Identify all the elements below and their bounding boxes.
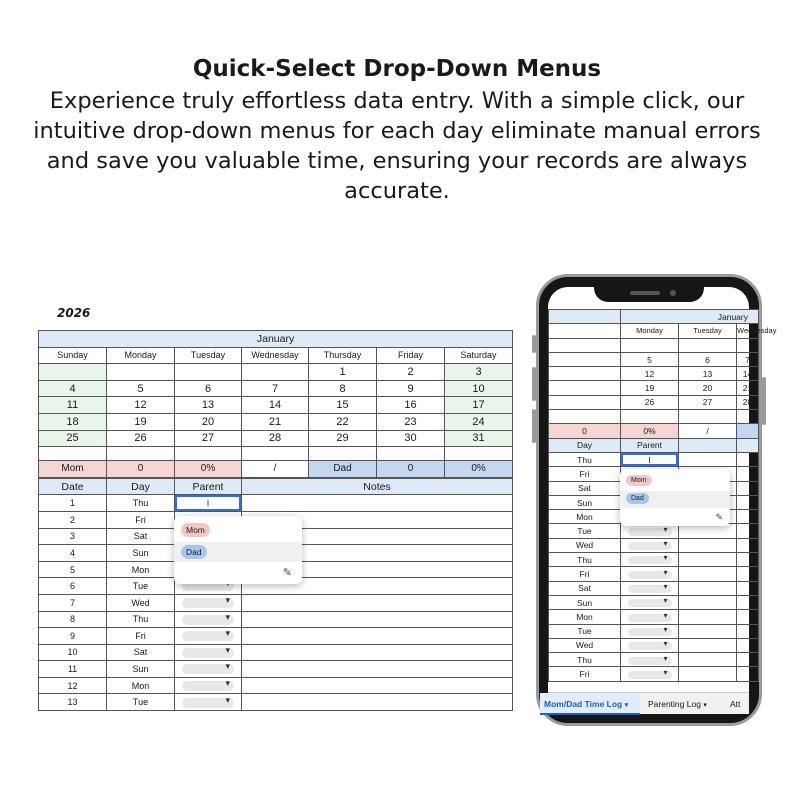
- day-name-saturday: Saturday: [445, 347, 513, 364]
- log-header-row: [39, 478, 513, 495]
- phone-dad-cell: [737, 424, 759, 438]
- phone-mom-percent: 0%: [621, 424, 679, 438]
- phone-parent-dropdown[interactable]: [628, 585, 672, 593]
- calendar-day-cell[interactable]: 16: [377, 397, 445, 414]
- calendar-day-cell[interactable]: 7: [242, 380, 309, 397]
- calendar-day-cell[interactable]: 20: [175, 413, 242, 430]
- phone-notes-cell[interactable]: [737, 553, 759, 567]
- calendar-week-row: [39, 364, 513, 381]
- phone-parent-select-cell[interactable]: [621, 638, 679, 652]
- calendar-day-cell[interactable]: 12: [107, 397, 175, 414]
- phone-calendar-day-cell[interactable]: 14: [737, 367, 759, 381]
- parent-dropdown[interactable]: [182, 615, 234, 625]
- calendar-day-cell[interactable]: 14: [242, 397, 309, 414]
- log-day-cell: Fri: [107, 511, 175, 528]
- empty-cell: [107, 447, 175, 461]
- log-row: [39, 628, 513, 645]
- phone-parent-dropdown[interactable]: [628, 528, 672, 536]
- log-date-cell: 9: [39, 628, 107, 645]
- log-day-cell: Wed: [107, 594, 175, 611]
- calendar-table: [38, 330, 513, 478]
- phone-log-day-cell: Wed: [549, 638, 621, 652]
- calendar-day-cell[interactable]: 5: [107, 380, 175, 397]
- parent-select-cell[interactable]: [175, 611, 242, 628]
- phone-log-row: [549, 624, 759, 638]
- phone-parent-dropdown[interactable]: [628, 599, 672, 607]
- day-name-thursday: Thursday: [309, 347, 377, 364]
- notes-cell[interactable]: [242, 644, 513, 661]
- phone-notes-cell[interactable]: [679, 653, 737, 667]
- phone-log-day-cell: Fri: [549, 667, 621, 681]
- log-date-cell: 6: [39, 578, 107, 595]
- notes-cell[interactable]: [242, 611, 513, 628]
- parent-select-cell[interactable]: [175, 677, 242, 694]
- phone-notes-cell[interactable]: [737, 538, 759, 552]
- phone-day-name-row: [549, 324, 759, 338]
- parent-dropdown[interactable]: [182, 698, 234, 708]
- date-column-header: Date: [39, 478, 107, 495]
- calendar-day-cell[interactable]: 28: [242, 430, 309, 447]
- phone-notes-cell[interactable]: [737, 495, 759, 509]
- month-header: January: [39, 331, 513, 348]
- calendar-day-cell[interactable]: 2: [377, 364, 445, 381]
- phone-mom-count: 0: [549, 424, 621, 438]
- log-day-cell: Tue: [107, 578, 175, 595]
- phone-parent-dropdown[interactable]: [628, 556, 672, 564]
- camera-icon: [670, 290, 676, 296]
- calendar-day-cell[interactable]: 18: [39, 413, 107, 430]
- phone-notes-header: [737, 438, 759, 452]
- phone-calendar-day-cell[interactable]: 21: [737, 381, 759, 395]
- spacer-row: [39, 447, 513, 461]
- mom-chip: Mom: [181, 523, 210, 537]
- notes-cell[interactable]: [242, 594, 513, 611]
- log-row: [39, 594, 513, 611]
- phone-log-row: [549, 653, 759, 667]
- parent-dropdown[interactable]: [182, 664, 234, 674]
- phone-log-day-cell: Fri: [549, 467, 621, 481]
- log-day-cell: Fri: [107, 628, 175, 645]
- phone-notes-cell[interactable]: [679, 610, 737, 624]
- sheet-tab-bar: [544, 692, 749, 714]
- phone-day-name-monday: Monday: [621, 324, 679, 338]
- empty-cell: [242, 447, 309, 461]
- calendar-day-cell[interactable]: 24: [445, 413, 513, 430]
- calendar-day-cell[interactable]: 29: [309, 430, 377, 447]
- power-button: [762, 377, 766, 425]
- day-column-header: Day: [107, 478, 175, 495]
- day-name-row: [39, 347, 513, 364]
- log-table: [38, 478, 513, 711]
- phone-log-row: [549, 567, 759, 581]
- phone-log-row: [549, 553, 759, 567]
- mom-percent: 0%: [175, 461, 242, 478]
- side-button: [532, 335, 536, 353]
- phone-week-row: [549, 352, 759, 366]
- calendar-day-cell[interactable]: [242, 364, 309, 381]
- parent-dropdown[interactable]: [182, 648, 234, 658]
- notes-cell[interactable]: [242, 677, 513, 694]
- phone-spacer-row: [549, 410, 759, 424]
- phone-log-row: [549, 667, 759, 681]
- phone-notes-cell[interactable]: [679, 538, 737, 552]
- phone-dropdown-option-mom[interactable]: [620, 473, 730, 490]
- log-row: [39, 677, 513, 694]
- notes-column-header: Notes: [242, 478, 513, 495]
- phone-log-day-cell: Thu: [549, 553, 621, 567]
- phone-log-row: [549, 581, 759, 595]
- volume-up-button: [532, 367, 536, 401]
- phone-pencil-icon[interactable]: ✎: [715, 512, 723, 522]
- parent-select-cell[interactable]: [175, 628, 242, 645]
- calendar-day-cell[interactable]: 10: [445, 380, 513, 397]
- day-name-wednesday: Wednesday: [242, 347, 309, 364]
- chevron-down-icon: ▾: [703, 702, 707, 709]
- phone-calendar-day-cell[interactable]: 7: [737, 352, 759, 366]
- phone-parent-dropdown[interactable]: [628, 542, 672, 550]
- log-row: [39, 644, 513, 661]
- parent-column-header: Parent: [175, 478, 242, 495]
- calendar-day-cell[interactable]: 23: [377, 413, 445, 430]
- phone-summary-row: [549, 424, 759, 438]
- log-day-cell: Mon: [107, 677, 175, 694]
- dad-count: 0: [377, 461, 445, 478]
- phone-parent-dropdown[interactable]: [628, 571, 672, 579]
- phone-dad-chip: Dad: [626, 493, 649, 504]
- phone-empty-cell: [549, 338, 621, 352]
- pencil-icon[interactable]: ✎: [282, 567, 292, 579]
- log-day-cell: Sat: [107, 528, 175, 545]
- phone-notes-cell[interactable]: [737, 638, 759, 652]
- calendar-day-cell[interactable]: 19: [107, 413, 175, 430]
- dropdown-option-dad[interactable]: [174, 542, 302, 562]
- description-text: Experience truly effortless data entry. With a simple click, our intuitive drop-down menus for each day eliminate manual errors and save you valuable time, ensuring your records are always accurate.: [33, 88, 761, 204]
- phone-empty-cell: [737, 338, 759, 352]
- notes-cell[interactable]: [242, 628, 513, 645]
- phone-parent-dropdown[interactable]: [628, 671, 672, 679]
- phone-empty-cell: [549, 410, 621, 424]
- log-date-cell: 12: [39, 677, 107, 694]
- log-date-cell: 2: [39, 511, 107, 528]
- phone-empty-cell: [679, 410, 737, 424]
- calendar-day-cell[interactable]: 1: [309, 364, 377, 381]
- notes-cell[interactable]: [242, 495, 513, 512]
- parent-select-cell[interactable]: [175, 644, 242, 661]
- phone-notes-cell[interactable]: [679, 595, 737, 609]
- phone-notes-cell[interactable]: [737, 510, 759, 524]
- calendar-day-cell[interactable]: 26: [107, 430, 175, 447]
- tab-label: Mom/Dad Time Log: [544, 699, 623, 709]
- log-date-cell: 7: [39, 594, 107, 611]
- phone-month-header: January: [621, 310, 759, 324]
- calendar-day-cell[interactable]: 13: [175, 397, 242, 414]
- parent-dropdown[interactable]: [182, 598, 234, 608]
- phone-day-name-tuesday: Tuesday: [679, 324, 737, 338]
- phone-calendar-day-cell[interactable]: 6: [679, 352, 737, 366]
- dad-percent: 0%: [445, 461, 513, 478]
- speaker-grille: [630, 291, 660, 295]
- phone-empty-cell: [549, 395, 621, 409]
- calendar-day-cell[interactable]: 25: [39, 430, 107, 447]
- phone-log-day-cell: Tue: [549, 624, 621, 638]
- phone-parent-select-cell[interactable]: [621, 452, 679, 466]
- phone-week-row: [549, 395, 759, 409]
- phone-log-day-cell: Thu: [549, 452, 621, 466]
- tab-parenting-log[interactable]: [648, 693, 726, 715]
- calendar-day-cell[interactable]: [107, 364, 175, 381]
- empty-cell: [39, 447, 107, 461]
- phone-parent-dropdown[interactable]: [628, 614, 672, 622]
- log-day-cell: Sat: [107, 644, 175, 661]
- log-date-cell: 4: [39, 545, 107, 562]
- phone-parent-dropdown-menu[interactable]: [620, 469, 730, 526]
- log-date-cell: 3: [39, 528, 107, 545]
- tab-mom-dad-time-log[interactable]: [540, 693, 640, 715]
- calendar-day-cell[interactable]: 15: [309, 397, 377, 414]
- phone-notes-cell[interactable]: [737, 610, 759, 624]
- calendar-day-cell[interactable]: 9: [377, 380, 445, 397]
- phone-notes-cell[interactable]: [737, 524, 759, 538]
- parent-dropdown[interactable]: [182, 681, 234, 691]
- phone-log-day-cell: Tue: [549, 524, 621, 538]
- phone-summary-separator: /: [679, 424, 737, 438]
- phone-parent-select-cell[interactable]: [621, 524, 679, 538]
- notes-cell[interactable]: [242, 694, 513, 711]
- phone-day-name-wednesday: Wednesday: [737, 324, 759, 338]
- parent-select-cell[interactable]: [175, 594, 242, 611]
- calendar-week-row: [39, 413, 513, 430]
- phone-log-day-cell: Sat: [549, 481, 621, 495]
- phone-log-day-cell: Mon: [549, 510, 621, 524]
- day-name-sunday: Sunday: [39, 347, 107, 364]
- phone-notes-cell[interactable]: [679, 638, 737, 652]
- phone-notes-cell[interactable]: [737, 452, 759, 466]
- day-name-monday: Monday: [107, 347, 175, 364]
- log-date-cell: 10: [39, 644, 107, 661]
- phone-notes-cell[interactable]: [737, 624, 759, 638]
- summary-separator: /: [242, 461, 309, 478]
- phone-empty-cell: [549, 381, 621, 395]
- parent-select-cell[interactable]: [175, 495, 242, 512]
- phone-parent-select-cell[interactable]: [621, 610, 679, 624]
- phone-log-day-cell: Sun: [549, 595, 621, 609]
- parent-select-cell[interactable]: [175, 694, 242, 711]
- empty-cell: [175, 447, 242, 461]
- log-day-cell: Mon: [107, 561, 175, 578]
- phone-log-day-cell: Fri: [549, 567, 621, 581]
- phone-log-row: [549, 638, 759, 652]
- phone-parent-select-cell[interactable]: [621, 595, 679, 609]
- parent-select-cell[interactable]: [175, 661, 242, 678]
- calendar-day-cell[interactable]: 21: [242, 413, 309, 430]
- phone-calendar-day-cell[interactable]: 27: [679, 395, 737, 409]
- phone-notes-cell[interactable]: [679, 624, 737, 638]
- calendar-day-cell[interactable]: 22: [309, 413, 377, 430]
- phone-parent-dropdown[interactable]: [628, 628, 672, 636]
- calendar-week-row: [39, 397, 513, 414]
- phone-mom-chip: Mom: [626, 475, 652, 486]
- phone-parent-select-cell[interactable]: [621, 653, 679, 667]
- chevron-down-icon: ▾: [624, 702, 629, 709]
- log-day-cell: Thu: [107, 611, 175, 628]
- dad-label: Dad: [309, 461, 377, 478]
- day-name-friday: Friday: [377, 347, 445, 364]
- empty-cell: [377, 447, 445, 461]
- spreadsheet: [38, 330, 512, 710]
- headline: Quick-Select Drop-Down Menus: [192, 56, 602, 82]
- phone-parent-column-header: Parent: [621, 438, 679, 452]
- log-date-cell: 8: [39, 611, 107, 628]
- phone-calendar-day-cell[interactable]: 28: [737, 395, 759, 409]
- phone-notes-cell[interactable]: [679, 452, 737, 466]
- phone-log-row: [549, 524, 759, 538]
- phone-notes-cell[interactable]: [737, 653, 759, 667]
- phone-empty-cell: [549, 352, 621, 366]
- phone-notes-cell[interactable]: [679, 524, 737, 538]
- calendar-day-cell[interactable]: [39, 364, 107, 381]
- log-day-cell: Tue: [107, 694, 175, 711]
- log-row: [39, 661, 513, 678]
- calendar-day-cell[interactable]: 27: [175, 430, 242, 447]
- phone-notch: [594, 284, 704, 302]
- dropdown-option-mom[interactable]: [174, 520, 302, 540]
- phone-notes-cell[interactable]: [737, 481, 759, 495]
- phone-notes-cell[interactable]: [679, 667, 737, 681]
- phone-parent-dropdown[interactable]: [628, 657, 672, 665]
- phone-calendar-day-cell[interactable]: 13: [679, 367, 737, 381]
- log-day-cell: Thu: [107, 495, 175, 512]
- phone-parent-select-cell[interactable]: [621, 667, 679, 681]
- phone-week-row: [549, 381, 759, 395]
- mom-count: 0: [107, 461, 175, 478]
- phone-notes-cell[interactable]: [737, 581, 759, 595]
- empty-cell: [309, 447, 377, 461]
- phone-log-day-cell: Thu: [549, 653, 621, 667]
- phone-empty-cell: [549, 324, 621, 338]
- tab-label: Parenting Log: [648, 699, 701, 709]
- phone-log-day-cell: Sun: [549, 495, 621, 509]
- phone-notes-header: [679, 438, 737, 452]
- log-date-cell: 5: [39, 561, 107, 578]
- notes-cell[interactable]: [242, 661, 513, 678]
- phone-week-row: [549, 367, 759, 381]
- phone-parent-select-cell[interactable]: [621, 567, 679, 581]
- phone-notes-cell[interactable]: [679, 581, 737, 595]
- phone-parent-select-cell[interactable]: [621, 553, 679, 567]
- phone-log-day-cell: Wed: [549, 538, 621, 552]
- calendar-day-cell[interactable]: 3: [445, 364, 513, 381]
- log-date-cell: 1: [39, 495, 107, 512]
- phone-empty-cell: [621, 410, 679, 424]
- phone-notes-cell[interactable]: [737, 595, 759, 609]
- phone-empty-cell: [679, 338, 737, 352]
- tab-attendance[interactable]: [730, 693, 760, 715]
- mom-label: Mom: [39, 461, 107, 478]
- phone-notes-cell[interactable]: [737, 567, 759, 581]
- log-day-cell: Sun: [107, 545, 175, 562]
- phone-calendar-day-cell[interactable]: 5: [621, 352, 679, 366]
- calendar-week-row: [39, 430, 513, 447]
- calendar-day-cell[interactable]: 11: [39, 397, 107, 414]
- log-date-cell: 11: [39, 661, 107, 678]
- log-row: [39, 611, 513, 628]
- log-row: [39, 495, 513, 512]
- phone-log-row: [549, 538, 759, 552]
- phone-log-row: [549, 610, 759, 624]
- tab-label: Att: [730, 699, 741, 709]
- text-cursor: I: [648, 454, 651, 465]
- calendar-week-row: [39, 380, 513, 397]
- calendar-day-cell[interactable]: 30: [377, 430, 445, 447]
- phone-empty-cell: [549, 367, 621, 381]
- phone-parent-dropdown[interactable]: [628, 642, 672, 650]
- day-name-tuesday: Tuesday: [175, 347, 242, 364]
- calendar-day-cell[interactable]: 31: [445, 430, 513, 447]
- phone-screen: [544, 287, 777, 714]
- calendar-day-cell[interactable]: 6: [175, 380, 242, 397]
- calendar-day-cell[interactable]: 4: [39, 380, 107, 397]
- phone-notes-cell[interactable]: [679, 567, 737, 581]
- phone-empty-cell: [737, 410, 759, 424]
- phone-day-column-header: Day: [549, 438, 621, 452]
- log-row: [39, 694, 513, 711]
- volume-down-button: [532, 409, 536, 443]
- calendar-day-cell[interactable]: 8: [309, 380, 377, 397]
- phone-notes-cell[interactable]: [737, 467, 759, 481]
- text-cursor: I: [206, 498, 210, 509]
- log-day-cell: Sun: [107, 661, 175, 678]
- phone-log-header-row: [549, 438, 759, 452]
- phone-parent-select-cell[interactable]: [621, 581, 679, 595]
- phone-parent-select-cell[interactable]: [621, 538, 679, 552]
- phone-notes-cell[interactable]: [679, 553, 737, 567]
- year-label: 2026: [57, 306, 91, 320]
- phone-calendar-day-cell[interactable]: 26: [621, 395, 679, 409]
- phone-log-day-cell: Mon: [549, 610, 621, 624]
- phone-log-day-cell: Sat: [549, 581, 621, 595]
- calendar-day-cell[interactable]: [175, 364, 242, 381]
- parent-dropdown[interactable]: [182, 631, 234, 641]
- phone-dropdown-option-dad[interactable]: [620, 491, 730, 508]
- dad-chip: Dad: [181, 545, 207, 559]
- phone-calendar-day-cell[interactable]: 20: [679, 381, 737, 395]
- phone-calendar-day-cell[interactable]: 19: [621, 381, 679, 395]
- phone-calendar-day-cell[interactable]: 12: [621, 367, 679, 381]
- phone-empty-cell: [621, 338, 679, 352]
- phone-log-row: [549, 452, 759, 466]
- empty-cell: [445, 447, 513, 461]
- phone-parent-select-cell[interactable]: [621, 624, 679, 638]
- log-date-cell: 13: [39, 694, 107, 711]
- phone-spacer-row: [549, 338, 759, 352]
- phone-notes-cell[interactable]: [737, 667, 759, 681]
- parent-dropdown-menu[interactable]: [174, 516, 302, 584]
- calendar-day-cell[interactable]: 17: [445, 397, 513, 414]
- summary-row: [39, 461, 513, 478]
- phone-month-spacer: [549, 310, 621, 324]
- phone-log-row: [549, 595, 759, 609]
